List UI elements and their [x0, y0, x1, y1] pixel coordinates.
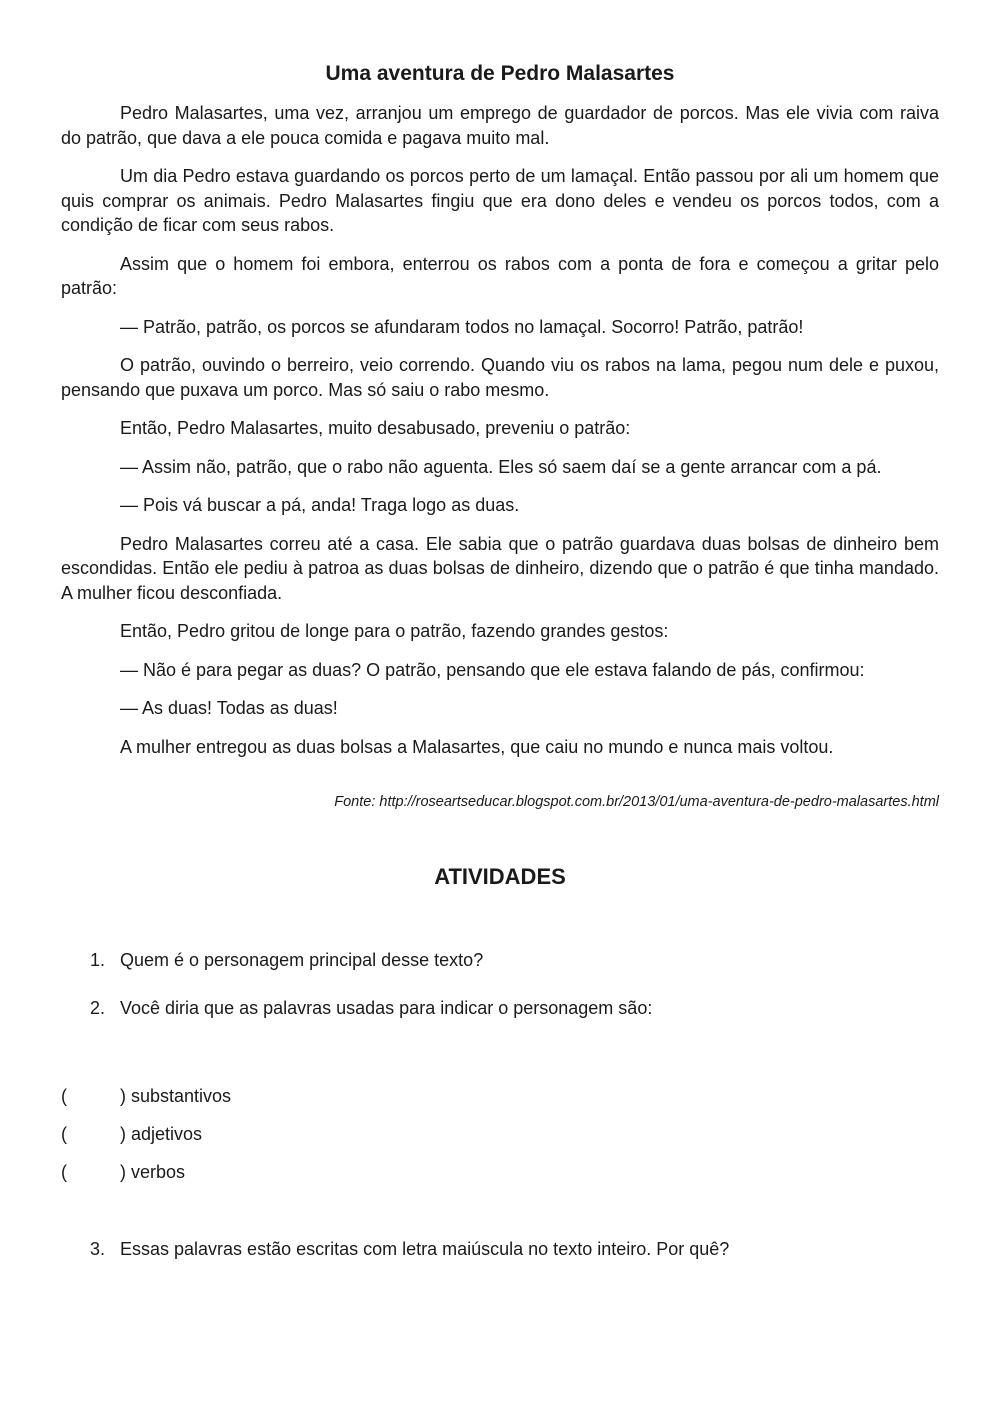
story-paragraph: — Não é para pegar as duas? O patrão, pensando que ele estava falando de pás, confirmou:	[120, 659, 865, 680]
story-paragraph: — Patrão, patrão, os porcos se afundaram todos no lamaçal. Socorro! Patrão, patrão!	[120, 316, 804, 337]
question-number: 1.	[90, 950, 106, 970]
story-paragraph: A mulher entregou as duas bolsas a Malasartes, que caiu no mundo e nunca mais voltou.	[120, 736, 834, 757]
question-2	[61, 996, 652, 1020]
story-paragraph: Então, Pedro gritou de longe para o patrão, fazendo grandes gestos:	[120, 621, 669, 641]
story-paragraph: — As duas! Todas as duas!	[120, 698, 338, 718]
question-3	[61, 1237, 729, 1261]
story-title: Uma aventura de Pedro Malasartes	[325, 62, 675, 85]
option-label: ) adjetivos	[120, 1124, 203, 1144]
question-1	[61, 948, 483, 972]
question-text: Quem é o personagem principal desse texto?	[120, 950, 484, 970]
option-label: ) verbos	[120, 1162, 186, 1182]
question-text: Essas palavras estão escritas com letra maiúscula no texto inteiro. Por quê?	[120, 1239, 730, 1259]
activities-title: ATIVIDADES	[434, 864, 566, 889]
checkbox-open-paren: (	[61, 1162, 67, 1182]
checkbox-open-paren: (	[61, 1124, 67, 1144]
story-paragraph: — Pois vá buscar a pá, anda! Traga logo as duas.	[120, 495, 520, 515]
story-paragraph: — Assim não, patrão, que o rabo não aguenta. Eles só saem daí se a gente arrancar com a pá.	[120, 456, 882, 477]
question-text: Você diria que as palavras usadas para indicar o personagem são:	[120, 998, 653, 1018]
story-body	[61, 101, 939, 773]
story-paragraph: Pedro Malasartes, uma vez, arranjou um emprego de guardador de porcos. Mas ele vivia com raiva do patrão, que dava a ele pouca comida e pagava muito mal.	[61, 103, 939, 148]
checkbox-open-paren: (	[61, 1086, 67, 1106]
story-paragraph: Pedro Malasartes correu até a casa. Ele sabia que o patrão guardava duas bolsas de dinheiro bem escondidas. Então ele pediu à patroa as duas bolsas de dinheiro, dizendo que o patrão é que tinha mandado. A mulher ficou desconfiada.	[61, 533, 939, 603]
story-paragraph: Assim que o homem foi embora, enterrou os rabos com a ponta de fora e começou a gritar pelo patrão:	[61, 253, 939, 298]
question-number: 3.	[90, 1239, 106, 1259]
option-verbos[interactable]	[61, 1160, 185, 1184]
option-label: ) substantivos	[120, 1086, 232, 1106]
option-adjetivos[interactable]	[61, 1122, 202, 1146]
source-citation: Fonte: http://roseartseducar.blogspot.com.br/2013/01/uma-aventura-de-pedro-malasartes.html	[334, 794, 939, 810]
option-substantivos[interactable]	[61, 1084, 231, 1108]
story-paragraph: Então, Pedro Malasartes, muito desabusado, preveniu o patrão:	[120, 418, 631, 438]
story-paragraph: Um dia Pedro estava guardando os porcos perto de um lamaçal. Então passou por ali um homem que quis comprar os animais. Pedro Malasartes fingiu que era dono deles e vendeu os porcos todos, com a condição de ficar com seus rabos.	[61, 166, 939, 235]
story-paragraph: O patrão, ouvindo o berreiro, veio correndo. Quando viu os rabos na lama, pegou num dele e puxou, pensando que puxava um porco. Mas só saiu o rabo mesmo.	[61, 355, 939, 400]
question-number: 2.	[90, 998, 106, 1018]
